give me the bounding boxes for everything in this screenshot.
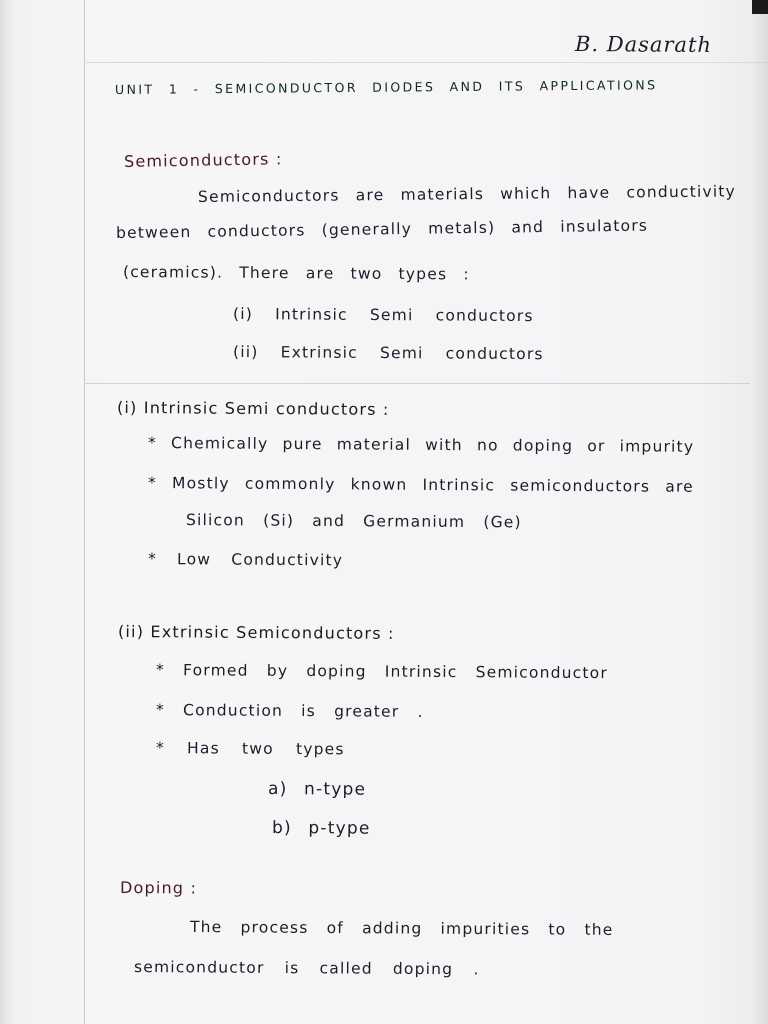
page-edge-shadow [752,0,768,1024]
extrinsic-bullet-3: * Has two types [155,739,345,759]
doping-line-1: The process of adding impurities to the [189,918,614,939]
intrinsic-bullet-3: * Low Conductivity [147,550,344,570]
extrinsic-bullet-1: * Formed by doping Intrinsic Semiconductor [155,661,609,683]
doping-heading: Doping : [119,878,198,898]
extrinsic-heading: (ii) Extrinsic Semiconductors : [117,622,395,643]
top-rule [84,62,768,63]
semiconductors-heading: Semiconductors : [123,149,283,171]
author-name: B. Dasarath [574,32,713,57]
corner-mark [752,0,768,14]
margin-line [84,0,85,1024]
doping-line-2: semiconductor is called doping . [133,958,480,979]
intrinsic-bullet-2-line-2: Silicon (Si) and Germanium (Ge) [185,511,522,532]
section-rule [84,383,750,384]
unit-title: UNIT 1 - SEMICONDUCTOR DIODES AND ITS APPLICATIONS [114,77,658,97]
extrinsic-type-b: b) p-type [271,818,371,839]
semiconductors-line-1: Semiconductors are materials which have conductivity [197,182,737,206]
semiconductors-line-2: between conductors (generally metals) and insulators [115,216,649,242]
intrinsic-bullet-1: * Chemically pure material with no doping or impurity [147,434,695,456]
extrinsic-bullet-2: * Conduction is greater . [155,701,424,721]
type-extrinsic: (ii) Extrinsic Semi conductors [232,343,544,364]
type-intrinsic: (i) Intrinsic Semi conductors [232,305,534,326]
extrinsic-type-a: a) n-type [267,779,367,800]
semiconductors-line-3: (ceramics). There are two types : [122,263,470,284]
intrinsic-bullet-2-line-1: * Mostly commonly known Intrinsic semiconductors are [147,474,695,496]
intrinsic-heading: (i) Intrinsic Semi conductors : [116,398,390,419]
